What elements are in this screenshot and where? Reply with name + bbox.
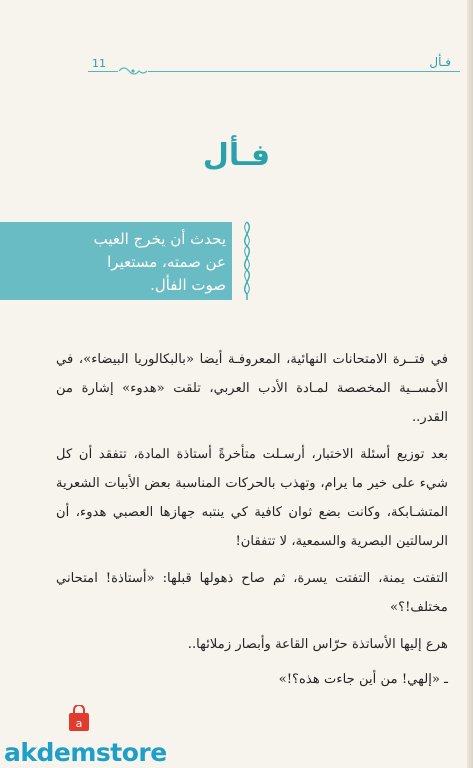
epigraph-line: يحدث أن يخرج الغيب — [93, 230, 226, 248]
header-rule-right — [148, 71, 460, 72]
header-rule-left — [88, 71, 118, 72]
epigraph-text — [6, 228, 226, 297]
page-number: 11 — [92, 57, 106, 70]
body-paragraph: هرع إليها الأساتذة حرّاس القاعة وأبصار زملائها.. — [187, 637, 448, 652]
running-header-title: فـأل — [429, 55, 451, 69]
page-edge — [467, 0, 473, 768]
chapter-title: فـأل — [202, 138, 271, 173]
epigraph-line: عن صمته، مستعيرا — [107, 253, 226, 271]
body-paragraph: في فتــرة الامتحانات النهائية، المعروفـة أيضا «بالبكالوريا البيضاء»، في الأمســية المخصصة لمـادة الأدب العربي، تلقت «هدوء» إشارة من القدر.. — [56, 352, 448, 425]
svg-text:a: a — [75, 717, 83, 730]
scroll-ornament-icon — [238, 220, 256, 302]
body-text — [56, 345, 448, 700]
body-paragraph: ـ «إلهي! من أين جاءت هذه؟!» — [278, 672, 448, 687]
watermark-text: akdemstore — [4, 738, 167, 767]
store-logo-icon — [64, 705, 94, 735]
body-paragraph: بعد توزيع أسئلة الاختبار، أرسـلت متأخرةً أستاذة المادة، تتفقد أن كل شيء على خير ما يرام، وتهذب بالحركات المناسبة بعض الأبيات الشعرية المتشـابكة، وكانت بضع ثوان كافية كي ينتبه جهازها العصبي هدوء، أن الرسالتين البصرية والسمعية، لا تتفقان! — [56, 447, 448, 549]
epigraph-box — [0, 222, 232, 300]
header-ornament-icon — [118, 63, 148, 79]
body-paragraph: التفتت يمنة، التفتت يسرة، ثم صاح ذهولها قبلها: «أستاذة! امتحاني مختلف!؟» — [56, 571, 448, 615]
epigraph-line: صوت الفأل. — [150, 276, 226, 294]
